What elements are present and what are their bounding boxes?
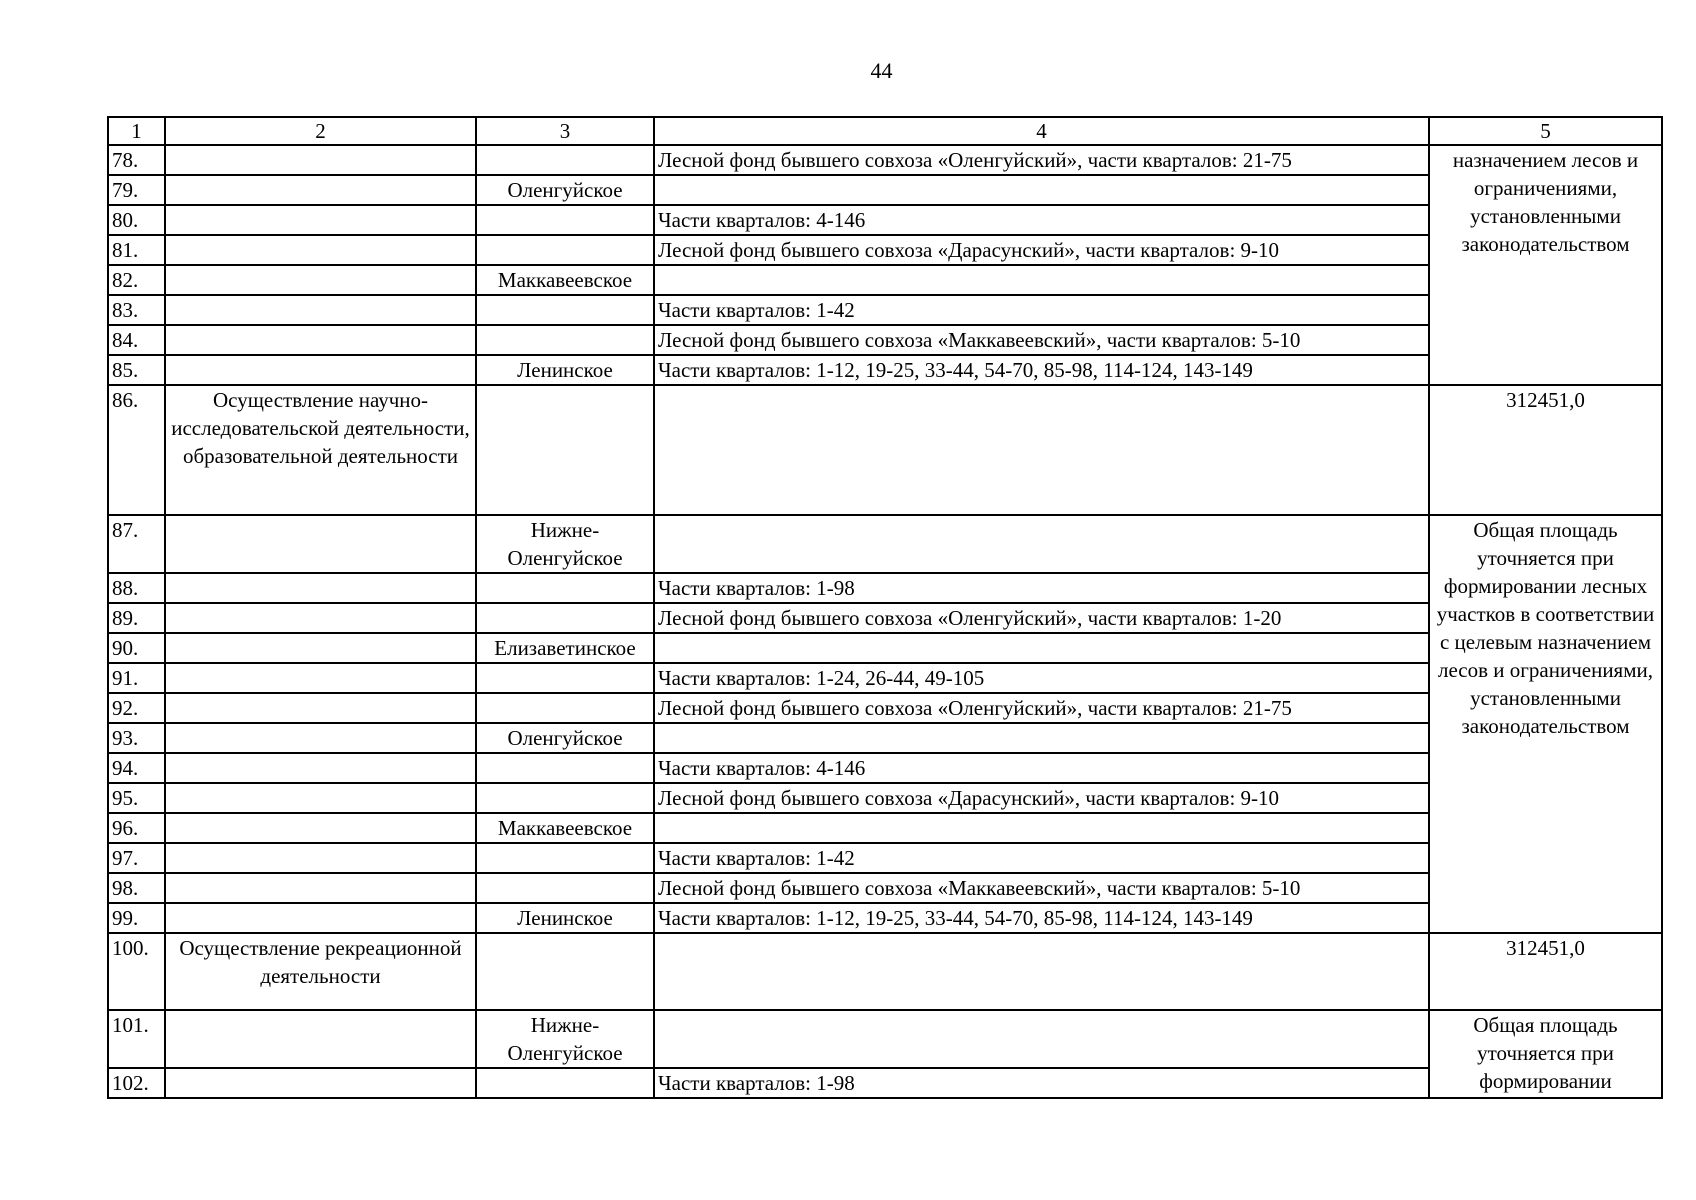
quarter-description [654, 265, 1429, 295]
activity-type [165, 295, 476, 325]
quarter-description: Лесной фонд бывшего совхоза «Дарасунский», части кварталов: 9-10 [654, 235, 1429, 265]
table-row [108, 663, 1662, 693]
table-row [108, 205, 1662, 235]
activity-type: Осуществление научно-исследовательской деятельности, образовательной деятельности [165, 385, 476, 515]
quarter-description: Лесной фонд бывшего совхоза «Оленгуйский», части кварталов: 21-75 [654, 693, 1429, 723]
activity-type [165, 633, 476, 663]
activity-type [165, 783, 476, 813]
quarter-description: Лесной фонд бывшего совхоза «Маккавеевский», части кварталов: 5-10 [654, 873, 1429, 903]
row-number: 92. [108, 693, 165, 723]
activity-type [165, 573, 476, 603]
table-row [108, 933, 1662, 1010]
quarter-description [654, 515, 1429, 573]
table-row [108, 843, 1662, 873]
forestry-district [476, 205, 654, 235]
quarter-description [654, 933, 1429, 1010]
quarter-description: Части кварталов: 4-146 [654, 205, 1429, 235]
row-number: 79. [108, 175, 165, 205]
quarter-description: Части кварталов: 1-98 [654, 1068, 1429, 1098]
activity-type [165, 235, 476, 265]
row-number: 89. [108, 603, 165, 633]
table-row [108, 265, 1662, 295]
table-row [108, 325, 1662, 355]
activity-type [165, 175, 476, 205]
column-header: 5 [1429, 117, 1662, 145]
activity-type [165, 753, 476, 783]
activity-type [165, 903, 476, 933]
quarter-description: Лесной фонд бывшего совхоза «Дарасунский», части кварталов: 9-10 [654, 783, 1429, 813]
forestry-district [476, 235, 654, 265]
row-number: 84. [108, 325, 165, 355]
row-number: 82. [108, 265, 165, 295]
activity-type [165, 843, 476, 873]
forestry-district [476, 1068, 654, 1098]
forestry-district: Оленгуйское [476, 175, 654, 205]
row-number: 98. [108, 873, 165, 903]
row-number: 87. [108, 515, 165, 573]
forestry-district [476, 843, 654, 873]
row-number: 100. [108, 933, 165, 1010]
forestry-district: Ленинское [476, 903, 654, 933]
table-row [108, 1010, 1662, 1068]
activity-type [165, 1010, 476, 1068]
forestry-district: Нижне-Оленгуйское [476, 515, 654, 573]
area-note: Общая площадь уточняется при формировании лесных участков в соответствии с целевым назначением лесов и ограничениями, установленными законодательством [1429, 515, 1662, 933]
forestry-district: Оленгуйское [476, 723, 654, 753]
activity-type [165, 145, 476, 175]
forestry-district: Нижне-Оленгуйское [476, 1010, 654, 1068]
activity-type [165, 205, 476, 235]
table-row [108, 903, 1662, 933]
area-note: назначением лесов и ограничениями, установленными законодательством [1429, 145, 1662, 385]
quarter-description [654, 1010, 1429, 1068]
quarter-description: Части кварталов: 1-98 [654, 573, 1429, 603]
table-row [108, 723, 1662, 753]
table-row [108, 783, 1662, 813]
page-number: 44 [870, 58, 893, 83]
row-number: 86. [108, 385, 165, 515]
forestry-district [476, 385, 654, 515]
row-number: 83. [108, 295, 165, 325]
table-row [108, 693, 1662, 723]
table-row [108, 295, 1662, 325]
row-number: 94. [108, 753, 165, 783]
quarter-description: Части кварталов: 1-24, 26-44, 49-105 [654, 663, 1429, 693]
column-header: 1 [108, 117, 165, 145]
quarter-description [654, 813, 1429, 843]
quarter-description [654, 633, 1429, 663]
table-row [108, 235, 1662, 265]
row-number: 90. [108, 633, 165, 663]
column-header: 2 [165, 117, 476, 145]
area-note: 312451,0 [1429, 933, 1662, 1010]
row-number: 85. [108, 355, 165, 385]
quarter-description: Лесной фонд бывшего совхоза «Маккавеевский», части кварталов: 5-10 [654, 325, 1429, 355]
activity-type: Осуществление рекреационной деятельности [165, 933, 476, 1010]
row-number: 80. [108, 205, 165, 235]
row-number: 97. [108, 843, 165, 873]
activity-type [165, 693, 476, 723]
row-number: 78. [108, 145, 165, 175]
forestry-district [476, 753, 654, 783]
forestry-district [476, 783, 654, 813]
table-row [108, 355, 1662, 385]
forestry-district: Маккавеевское [476, 265, 654, 295]
quarter-description [654, 723, 1429, 753]
activity-type [165, 355, 476, 385]
quarter-description: Лесной фонд бывшего совхоза «Оленгуйский», части кварталов: 1-20 [654, 603, 1429, 633]
quarter-description: Части кварталов: 4-146 [654, 753, 1429, 783]
row-number: 101. [108, 1010, 165, 1068]
column-header: 4 [654, 117, 1429, 145]
forestry-district [476, 873, 654, 903]
row-number: 95. [108, 783, 165, 813]
column-header: 3 [476, 117, 654, 145]
table-row [108, 385, 1662, 515]
activity-type [165, 723, 476, 753]
forestry-district [476, 693, 654, 723]
row-number: 93. [108, 723, 165, 753]
quarter-description: Части кварталов: 1-12, 19-25, 33-44, 54-70, 85-98, 114-124, 143-149 [654, 903, 1429, 933]
table-row [108, 603, 1662, 633]
quarter-description: Части кварталов: 1-12, 19-25, 33-44, 54-70, 85-98, 114-124, 143-149 [654, 355, 1429, 385]
activity-type [165, 603, 476, 633]
forestry-district [476, 295, 654, 325]
quarter-description: Части кварталов: 1-42 [654, 843, 1429, 873]
table-row [108, 515, 1662, 573]
quarter-description [654, 175, 1429, 205]
forestry-district [476, 573, 654, 603]
forestry-district [476, 603, 654, 633]
activity-type [165, 1068, 476, 1098]
forestry-district: Елизаветинское [476, 633, 654, 663]
forestry-district [476, 933, 654, 1010]
activity-type [165, 265, 476, 295]
forestry-district [476, 325, 654, 355]
forestry-district: Маккавеевское [476, 813, 654, 843]
activity-type [165, 813, 476, 843]
row-number: 99. [108, 903, 165, 933]
area-note: 312451,0 [1429, 385, 1662, 515]
table-row [108, 753, 1662, 783]
header-row [108, 117, 1662, 145]
table-row [108, 873, 1662, 903]
forestry-district [476, 145, 654, 175]
activity-type [165, 663, 476, 693]
quarter-description [654, 385, 1429, 515]
forestry-district [476, 663, 654, 693]
area-note: Общая площадь уточняется при формировании [1429, 1010, 1662, 1098]
activity-type [165, 873, 476, 903]
quarter-description: Части кварталов: 1-42 [654, 295, 1429, 325]
table-row [108, 175, 1662, 205]
table-row [108, 145, 1662, 175]
forestry-district: Ленинское [476, 355, 654, 385]
row-number: 88. [108, 573, 165, 603]
activity-type [165, 515, 476, 573]
table-row [108, 633, 1662, 663]
quarter-description: Лесной фонд бывшего совхоза «Оленгуйский», части кварталов: 21-75 [654, 145, 1429, 175]
table-row [108, 813, 1662, 843]
row-number: 91. [108, 663, 165, 693]
table-row [108, 573, 1662, 603]
row-number: 81. [108, 235, 165, 265]
activity-type [165, 325, 476, 355]
forest-fund-table [107, 116, 1663, 1099]
row-number: 102. [108, 1068, 165, 1098]
row-number: 96. [108, 813, 165, 843]
table-row [108, 1068, 1662, 1098]
